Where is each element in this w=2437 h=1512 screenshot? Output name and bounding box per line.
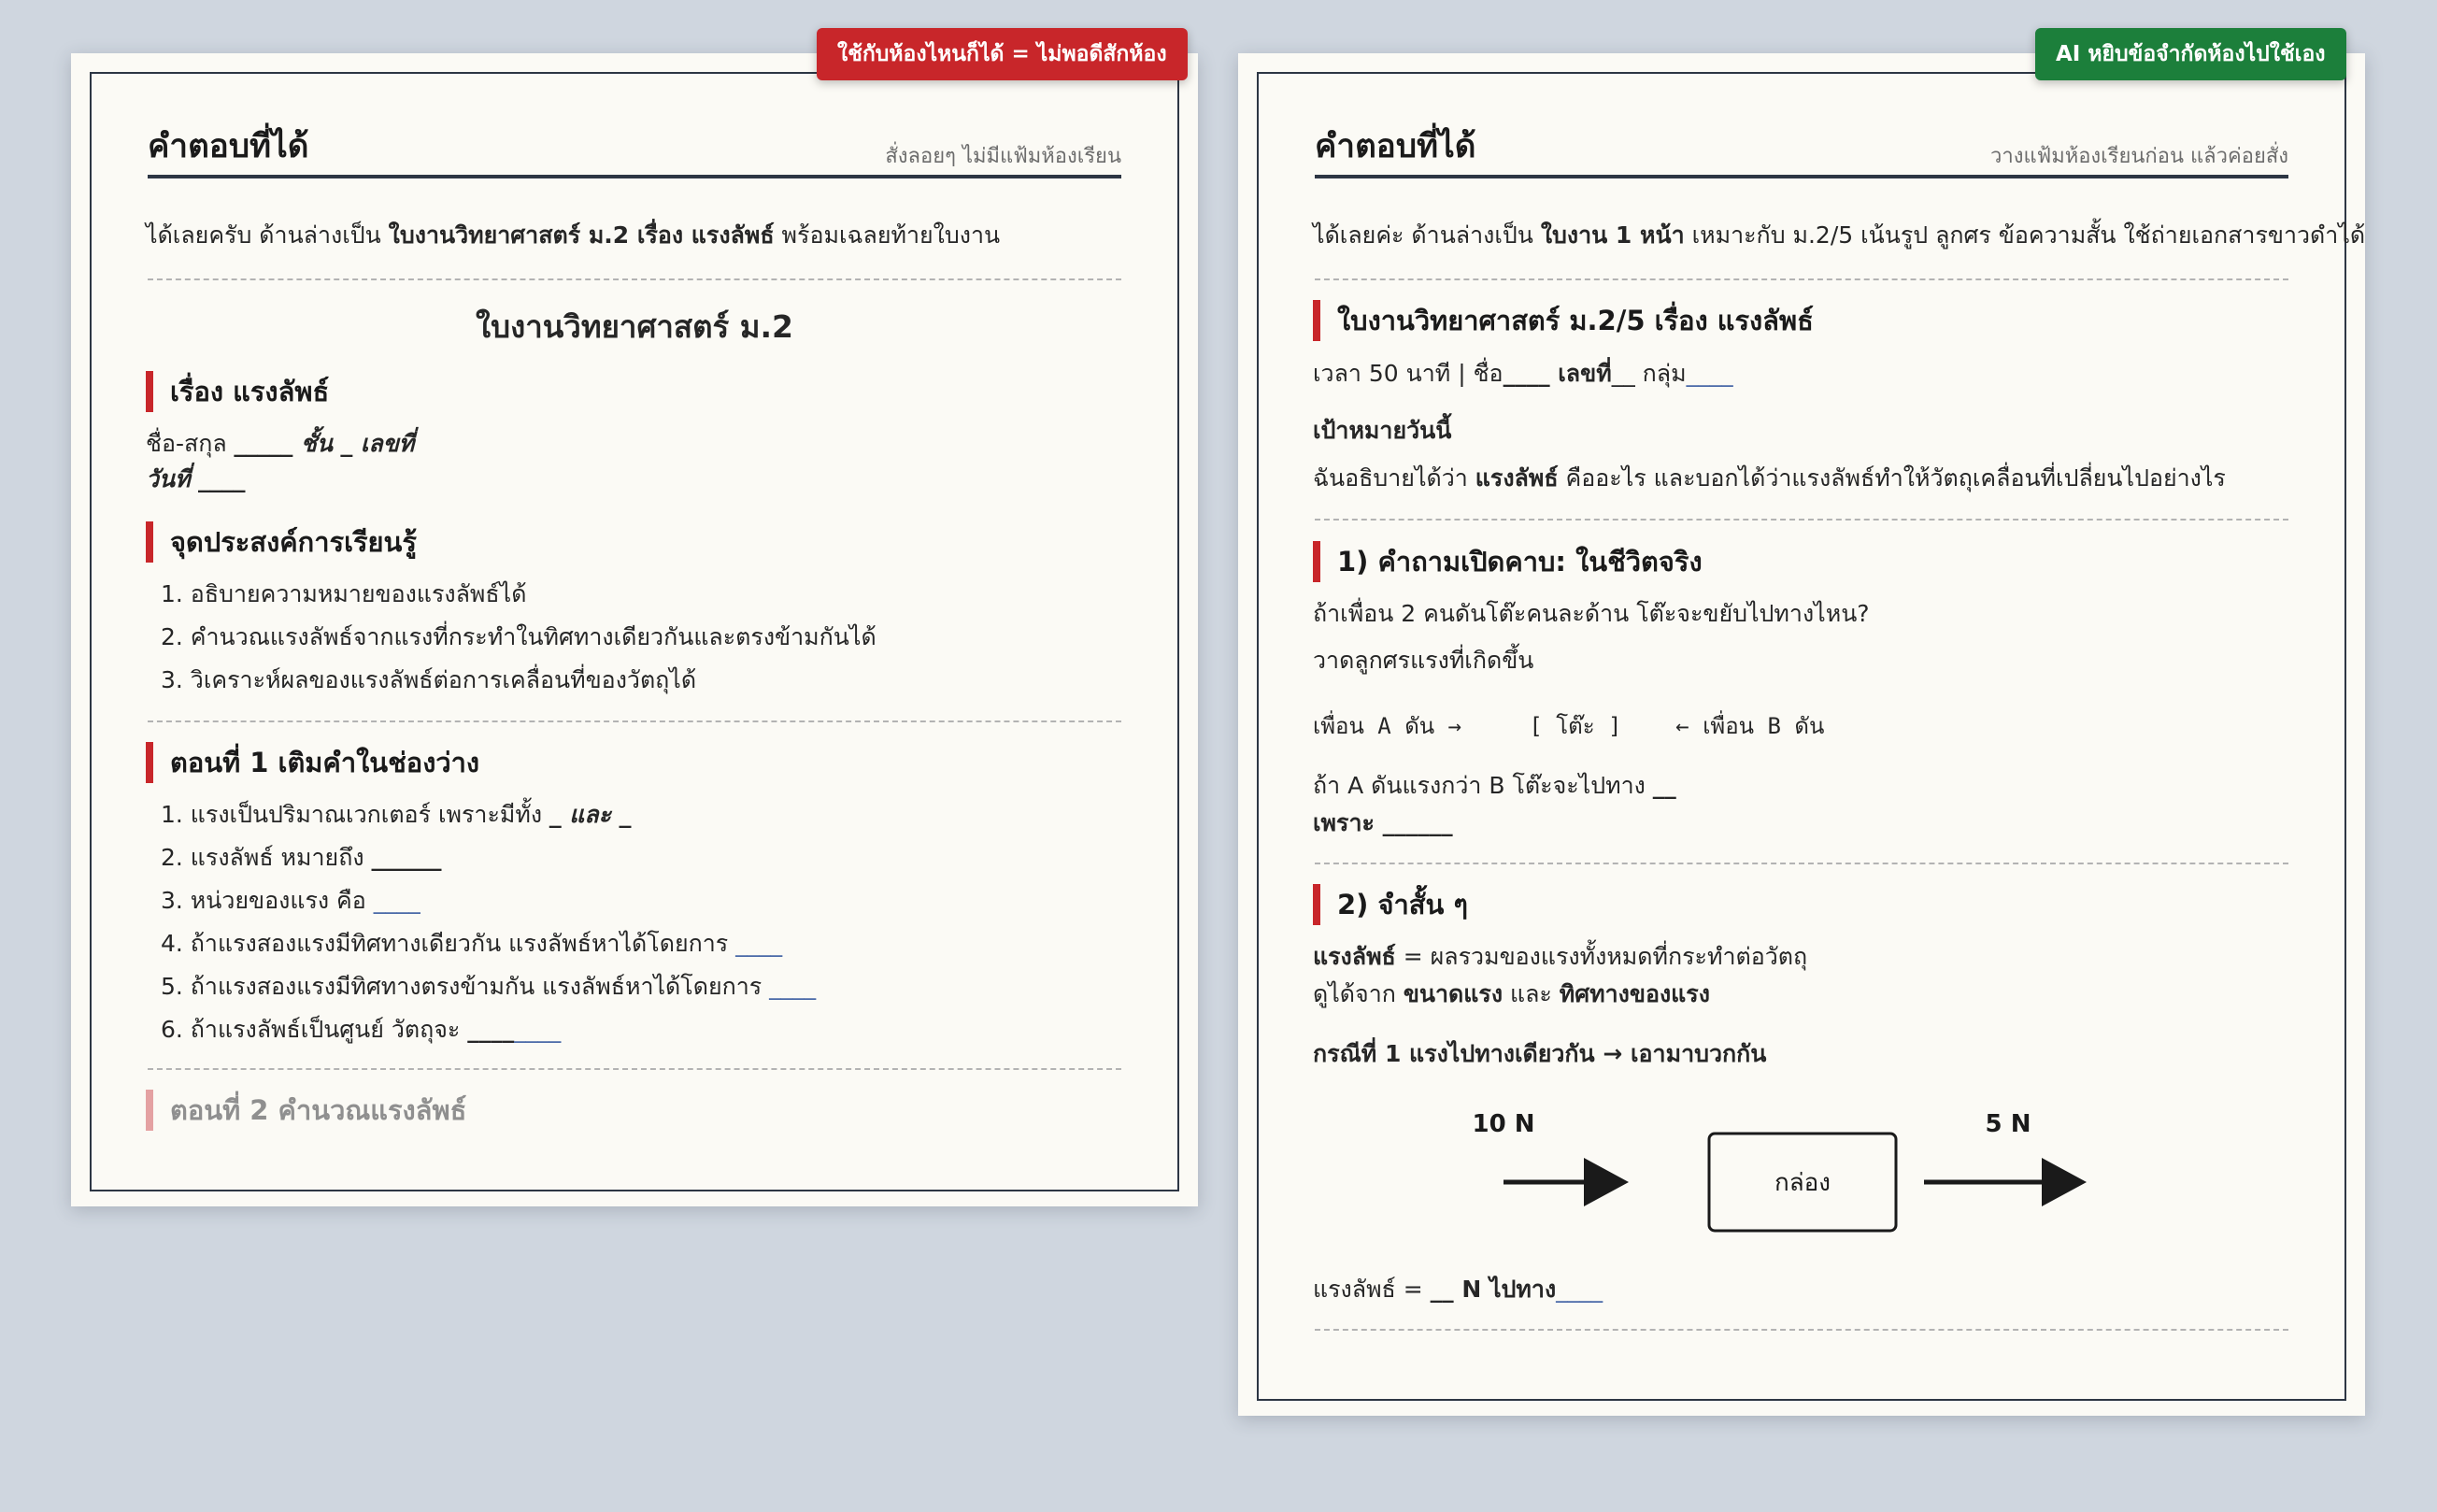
- question-item: 6. ถ้าแรงลัพธ์เป็นศูนย์ วัตถุจะ ________: [161, 1016, 562, 1043]
- warning-badge: ใช้กับห้องไหนก็ได้ = ไม่พอดีสักห้อง: [817, 28, 1188, 80]
- section1-question-2: ถ้า A ดันแรงกว่า B โต๊ะจะไปทาง __: [1313, 772, 1676, 799]
- goal-text: ฉันอธิบายได้ว่า แรงลัพธ์ คืออะไร และบอกได้ว่าแรงลัพธ์ทำให้วัตถุเคลื่อนที่เปลี่ยนไปอย่างไร: [1313, 464, 2226, 492]
- section2-heading: 2) จำสั้น ๆ: [1313, 884, 1468, 925]
- divider: [1315, 863, 2288, 864]
- question-item: 5. ถ้าแรงสองแรงมีทิศทางตรงข้ามกัน แรงลัพธ์หาได้โดยการ ____: [161, 973, 817, 1000]
- objectives-heading: จุดประสงค์การเรียนรู้: [146, 521, 417, 563]
- objective-item: 1. อธิบายความหมายของแรงลัพธ์ได้: [161, 580, 527, 607]
- worksheet-card-generic: [71, 53, 1198, 1206]
- see-from-line: ดูได้จาก ขนาดแรง และ ทิศทางของแรง: [1313, 980, 1710, 1007]
- section1-heading: 1) คำถามเปิดคาบ: ในชีวิตจริง: [1313, 541, 1703, 582]
- answer-note: สั่งลอยๆ ไม่มีแฟ้มห้องเรียน: [885, 145, 1121, 168]
- divider: [1315, 278, 2288, 280]
- push-diagram-text: เพื่อน A ดัน → [ โต๊ะ ] ← เพื่อน B ดัน: [1313, 713, 1825, 739]
- because-line: เพราะ ______: [1313, 809, 1453, 836]
- force2-label: 5 N: [1985, 1110, 2031, 1138]
- objective-item: 2. คำนวณแรงลัพธ์จากแรงที่กระทำในทิศทางเดียวกันและตรงข้ามกันได้: [161, 623, 876, 650]
- answer-title: คำตอบที่ได้: [148, 128, 309, 165]
- answer-header: [1315, 121, 2288, 178]
- divider: [1315, 1329, 2288, 1331]
- section1-draw-instruction: วาดลูกศรแรงที่เกิดขึ้น: [1313, 647, 1534, 674]
- answer-note: วางแฟ้มห้องเรียนก่อน แล้วค่อยสั่ง: [1990, 145, 2288, 168]
- force-diagram: [1259, 1092, 2344, 1233]
- topic-heading: เรื่อง แรงลัพธ์: [146, 371, 329, 412]
- force1-arrowhead: [1584, 1158, 1629, 1206]
- box-label: กล่อง: [1774, 1169, 1831, 1197]
- part2-heading: ตอนที่ 2 คำนวณแรงลัพธ์: [146, 1090, 466, 1131]
- card-frame: [90, 72, 1179, 1191]
- intro-text: ได้เลยครับ ด้านล่างเป็น ใบงานวิทยาศาสตร์ ม.2 เรื่อง แรงลัพธ์ พร้อมเฉลยท้ายใบงาน: [146, 221, 1001, 249]
- answer-header: [148, 121, 1121, 178]
- divider: [148, 1068, 1121, 1070]
- success-badge: AI หยิบข้อจำกัดห้องไปใช้เอง: [2035, 28, 2346, 80]
- objective-item: 3. วิเคราะห์ผลของแรงลัพธ์ต่อการเคลื่อนที่ของวัตถุได้: [161, 666, 697, 693]
- question-item: 4. ถ้าแรงสองแรงมีทิศทางเดียวกัน แรงลัพธ์หาได้โดยการ ____: [161, 930, 783, 957]
- divider: [1315, 519, 2288, 521]
- force1-label: 10 N: [1472, 1110, 1535, 1138]
- worksheet-title: ใบงานวิทยาศาสตร์ ม.2: [476, 308, 793, 345]
- question-item: 3. หน่วยของแรง คือ ____: [161, 887, 420, 914]
- answer-title: คำตอบที่ได้: [1315, 128, 1476, 165]
- card-frame: [1257, 72, 2366, 1401]
- case1-line: กรณีที่ 1 แรงไปทางเดียวกัน → เอามาบวกกัน: [1313, 1040, 1767, 1067]
- force2-arrowhead: [2042, 1158, 2087, 1206]
- question-item: 2. แรงลัพธ์ หมายถึง ______: [161, 844, 442, 871]
- name-line: ชื่อ-สกุล _____ ชั้น _ เลขที่: [146, 430, 415, 457]
- worksheet-card-contextual: [1238, 53, 2365, 1416]
- divider: [148, 278, 1121, 280]
- section1-question: ถ้าเพื่อน 2 คนดันโต๊ะคนละด้าน โต๊ะจะขยับไปทางไหน?: [1313, 600, 1870, 627]
- time-name-line: เวลา 50 นาที | ชื่อ____ เลขที่__ กลุ่ม____: [1313, 360, 1733, 387]
- intro-text: ได้เลยค่ะ ด้านล่างเป็น ใบงาน 1 หน้า เหมาะกับ ม.2/5 เน้นรูป ลูกศร ข้อความสั้น ใช้ถ่ายเอกสารขาวดำได้: [1313, 221, 2366, 249]
- date-line: วันที่ ____: [146, 465, 246, 492]
- part1-heading: ตอนที่ 1 เติมคำในช่องว่าง: [146, 742, 479, 783]
- goal-heading: เป้าหมายวันนี้: [1313, 417, 1452, 444]
- result-line: แรงลัพธ์ = __ N ไปทาง____: [1313, 1276, 1603, 1303]
- question-item: 1. แรงเป็นปริมาณเวกเตอร์ เพราะมีทั้ง _ และ _: [161, 801, 632, 828]
- worksheet-title: ใบงานวิทยาศาสตร์ ม.2/5 เรื่อง แรงลัพธ์: [1313, 300, 1814, 341]
- divider: [148, 720, 1121, 722]
- definition-line: แรงลัพธ์ = ผลรวมของแรงทั้งหมดที่กระทำต่อวัตถุ: [1313, 943, 1808, 970]
